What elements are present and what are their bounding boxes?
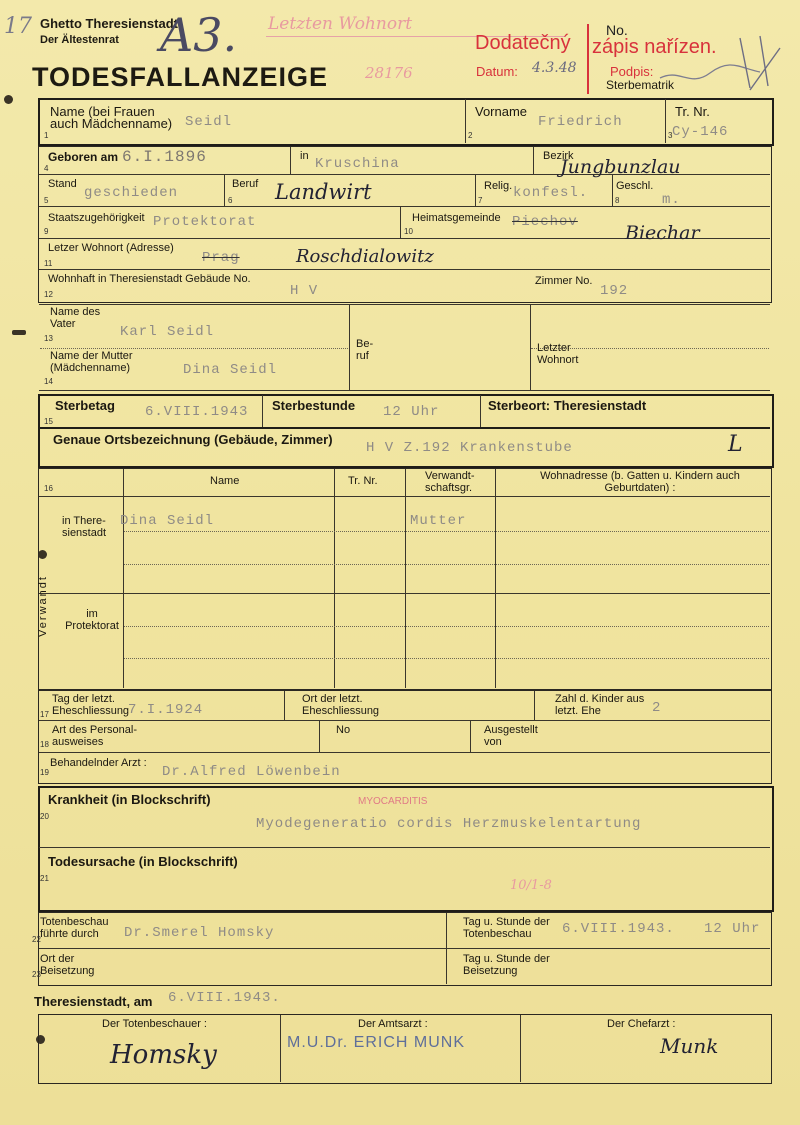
relative-verwandt: Mutter (410, 513, 467, 529)
col-verwandt: Verwandt- schaftsgr. (425, 470, 475, 494)
row-number: 14 (44, 377, 53, 386)
name-value: Seidl (185, 114, 233, 130)
bezirk-value: Jungbunzlau (560, 156, 681, 178)
totenbeschau-stunde-value: 12 Uhr (704, 921, 761, 937)
sterbetag-value: 6.VIII.1943 (145, 404, 249, 420)
ehe-tag-value: 7.I.1924 (128, 702, 204, 718)
totenbeschau-value: Dr.Smerel Homsky (124, 925, 275, 941)
staat-value: Protektorat (153, 214, 257, 230)
wohnort-hand: Roschdialowitz (296, 246, 434, 267)
totenbeschauer-signature: Homsky (110, 1040, 217, 1070)
stand-value: geschieden (84, 185, 179, 201)
mutter-label: Name der Mutter (Mädchenname) (50, 350, 133, 374)
arzt-value: Dr.Alfred Löwenbein (162, 764, 341, 780)
vorname-label: Vorname (475, 104, 528, 119)
geschl-value: m. (662, 192, 681, 208)
row-number: 19 (40, 768, 49, 777)
no-label: No. (606, 22, 628, 38)
ort-value: H V Z.192 Krankenstube (366, 440, 573, 456)
krankheit-label: Krankheit (in Blockschrift) (48, 792, 211, 807)
vater-label: Name des Vater (50, 306, 101, 330)
form-title: TODESFALLANZEIGE (32, 62, 329, 92)
row-number: 1 (44, 131, 49, 140)
sterbestunde-value: 12 Uhr (383, 404, 440, 420)
row-number: 8 (615, 196, 620, 205)
totenbeschauer-label: Der Totenbeschauer : (102, 1018, 207, 1030)
zimmer-value: 192 (600, 283, 629, 299)
kinder-value: 2 (652, 700, 662, 716)
chefarzt-signature: Munk (660, 1034, 719, 1058)
col-wohn: Wohnadresse (b. Gatten u. Kindern auch Geburtdaten) : (540, 470, 740, 494)
col-name: Name (210, 475, 240, 487)
im-protektorat-label: im Protektorat (65, 608, 119, 632)
row-number: 18 (40, 740, 49, 749)
wohnhaft-value: H V (290, 283, 319, 299)
zimmer-label: Zimmer No. (535, 275, 593, 287)
row-number: 21 (40, 874, 49, 883)
amtsarzt-label: Der Amtsarzt : (358, 1018, 428, 1030)
beruf-label: Beruf (232, 178, 259, 190)
arzt-label: Behandelnder Arzt : (50, 757, 147, 769)
signature-scribble (650, 28, 790, 108)
beisetzung-ort-label: Ort der Beisetzung (40, 953, 95, 977)
row-number: 10 (404, 227, 413, 236)
beruf-value: Landwirt (275, 180, 372, 204)
todesursache-red-note: 10/1-8 (510, 878, 552, 893)
row-number: 22 (32, 935, 41, 944)
margin-number: 17 (4, 14, 32, 39)
row-number: 5 (44, 196, 49, 205)
org-subname: Der Ältestenrat (40, 34, 119, 46)
todesursache-label: Todesursache (in Blockschrift) (48, 854, 238, 869)
sterbestunde-label: Sterbestunde (272, 398, 356, 413)
totenbeschau-tag-label: Tag u. Stunde der Totenbeschau (463, 916, 550, 940)
bezirk-label: Bezirk (543, 150, 574, 162)
parents-wohnort-label: Letzter Wohnort (537, 342, 579, 366)
podpis-label: Podpis: (610, 64, 654, 79)
wohnort-struck: Prag (202, 250, 240, 266)
name-label: Name (bei Frauen auch Mädchenname) (50, 104, 173, 131)
datum-label: Datum: (476, 64, 518, 79)
ausweis-art-label: Art des Personal- ausweises (52, 724, 137, 748)
row-number: 4 (44, 164, 49, 173)
chefarzt-label: Der Chefarzt : (607, 1018, 676, 1030)
punch-hole (12, 330, 26, 335)
stamp-zapis: zápis nařízen. (592, 36, 717, 58)
row-number: 17 (40, 710, 49, 719)
geschl-label: Geschl. (616, 180, 654, 192)
wohnhaft-label: Wohnhaft in Theresienstadt Gebäude No. (48, 273, 251, 285)
datum-value: 4.3.48 (532, 60, 577, 76)
row-number: 9 (44, 227, 49, 236)
row-number: 6 (228, 196, 233, 205)
ausweis-no-label: No (336, 724, 351, 736)
row-number: 23 (32, 970, 41, 979)
punch-hole (4, 95, 13, 104)
beisetzung-tag-label: Tag u. Stunde der Beisetzung (463, 953, 550, 977)
parents-beruf-label: Be- ruf (356, 338, 374, 362)
relig-label: Relig. (484, 180, 513, 192)
col-trnr: Tr. Nr. (348, 475, 378, 487)
geboren-label: Geboren am (48, 150, 119, 164)
verwandt-side-label: Verwandt (36, 575, 49, 637)
trnr-value: Cy-146 (672, 124, 729, 140)
sterbetag-label: Sterbetag (55, 398, 115, 413)
kinder-label: Zahl d. Kinder aus letzt. Ehe (555, 693, 645, 717)
amtsarzt-stamp: M.U.Dr. ERICH MUNK (287, 1034, 465, 1051)
geboren-value: 6.I.1896 (122, 148, 207, 166)
corner-mark: A3. (160, 8, 238, 62)
row-number: 12 (44, 290, 53, 299)
krankheit-value: Myodegeneratio cordis Herzmuskelentartung (256, 816, 642, 832)
totenbeschau-tag-value: 6.VIII.1943. (562, 921, 675, 937)
in-value: Kruschina (315, 156, 400, 172)
red-note: Letzten Wohnort (268, 14, 413, 34)
mutter-value: Dina Seidl (183, 362, 278, 378)
place-label: Theresienstadt, am (34, 994, 153, 1009)
totenbeschau-label: Totenbeschau führte durch (40, 916, 109, 940)
vater-value: Karl Seidl (120, 324, 215, 340)
stand-label: Stand (48, 178, 77, 190)
ort-mark: L (728, 432, 743, 457)
ehe-ort-label: Ort der letzt. Eheschliessung (302, 693, 380, 717)
ehe-tag-label: Tag der letzt. Eheschliessung (52, 693, 130, 717)
staat-label: Staatszugehörigkeit (48, 212, 145, 224)
row-number: 7 (478, 196, 483, 205)
ort-label: Genaue Ortsbezeichnung (Gebäude, Zimmer) (53, 432, 333, 447)
heimat-struck: Piechov (512, 214, 578, 230)
row-number: 15 (44, 417, 53, 426)
red-number: 28176 (365, 64, 413, 82)
row-number: 2 (468, 131, 473, 140)
org-name: Ghetto Theresienstadt (40, 16, 178, 31)
vorname-value: Friedrich (538, 114, 623, 130)
row-number: 3 (668, 131, 673, 140)
row-number: 13 (44, 334, 53, 343)
stamp-divider (587, 24, 589, 94)
stamp-title: Dodatečný (475, 32, 571, 54)
relig-value: konfesl. (513, 185, 589, 201)
in-theresienstadt-label: in There- sienstadt (62, 515, 107, 539)
heimat-label: Heimatsgemeinde (412, 212, 501, 224)
relative-name: Dina Seidl (120, 513, 215, 529)
krankheit-red-note: MYOCARDITIS (358, 796, 428, 807)
trnr-label: Tr. Nr. (675, 104, 710, 119)
ausgestellt-label: Ausgestellt von (484, 724, 538, 748)
sterbematrik-label: Sterbematrik (606, 78, 675, 92)
row-number: 20 (40, 812, 49, 821)
row-number: 11 (44, 259, 53, 268)
row-number: 16 (44, 484, 53, 493)
wohnort-label: Letzer Wohnort (Adresse) (48, 242, 174, 254)
place-date: 6.VIII.1943. (168, 990, 281, 1006)
in-label: in (300, 150, 309, 162)
sterbeort-label: Sterbeort: Theresienstadt (488, 398, 647, 413)
heimat-hand: Biechar (625, 222, 700, 244)
